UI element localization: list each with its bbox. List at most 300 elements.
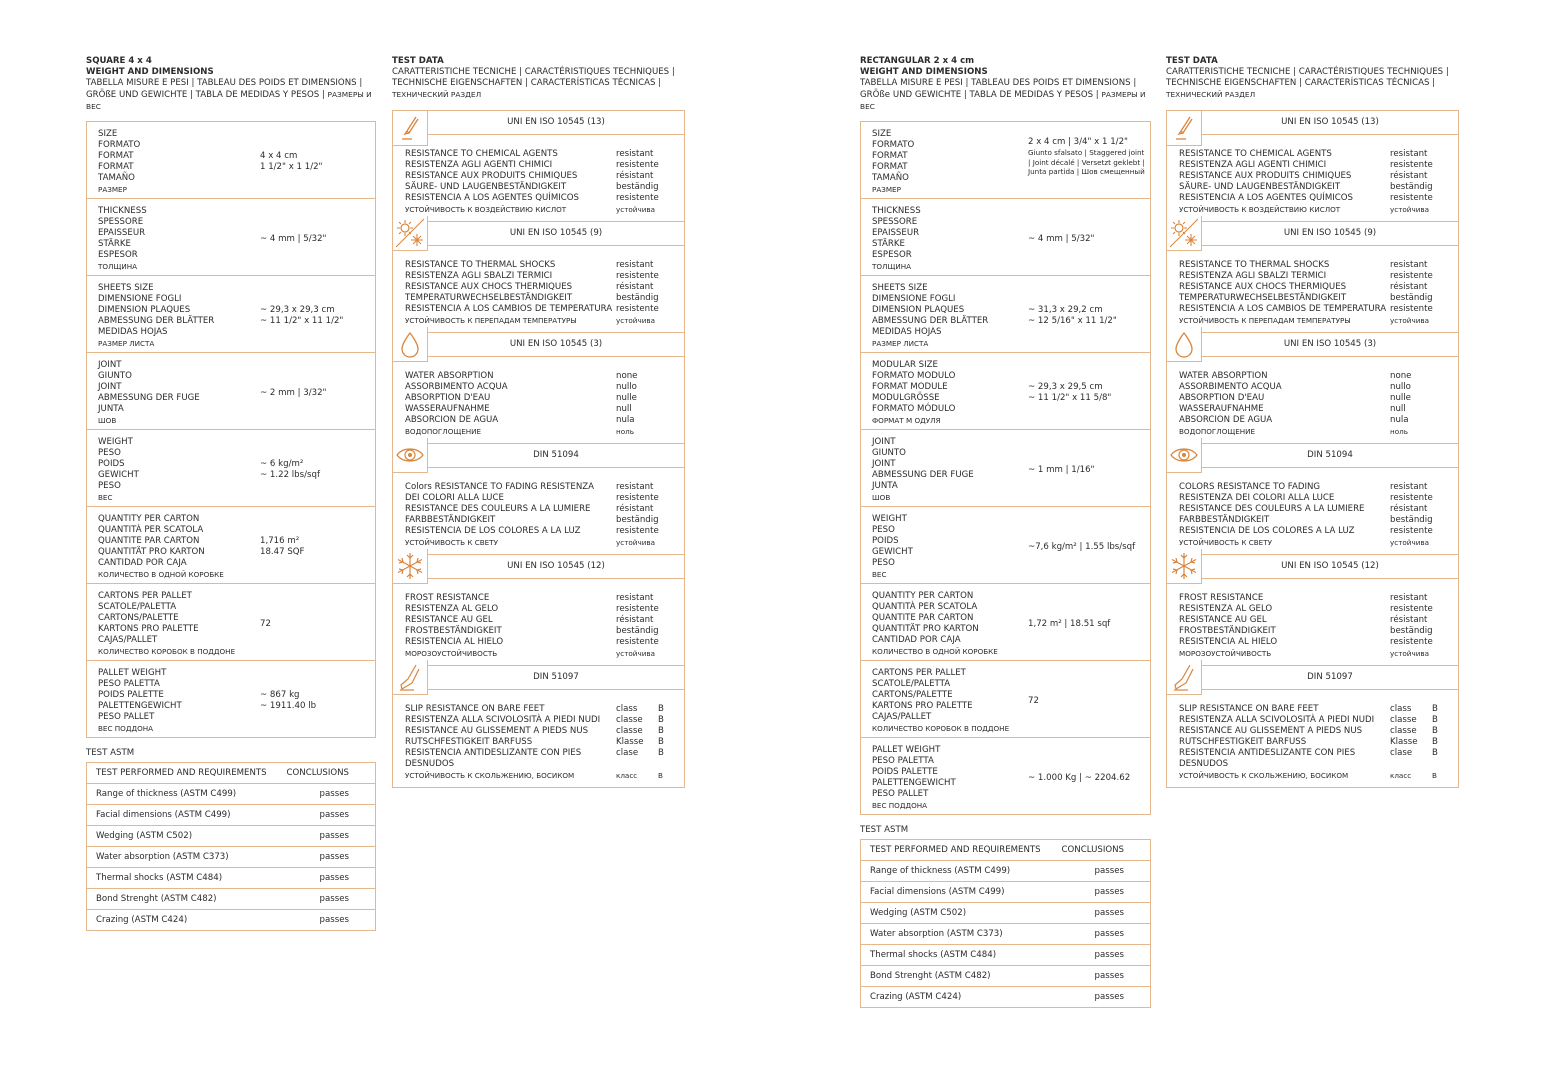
test-value: Klasse (616, 737, 644, 747)
dimension-labels (872, 437, 1028, 503)
test-value: класс (1390, 771, 1412, 780)
test-property: RESISTANCE TO THERMAL SHOCKS (405, 260, 556, 270)
test-result-row (405, 160, 684, 171)
test-result-row (1179, 626, 1458, 637)
test-value: nulle (1390, 393, 1411, 403)
test-property: RESISTENZA AGLI SBALZI TERMICI (405, 271, 553, 281)
test-property: УСТОЙЧИВОСТЬ К СКОЛЬЖЕНИЮ, БОСИКОМ (1179, 771, 1349, 780)
test-results (393, 135, 684, 221)
test-grade: B (1432, 748, 1438, 758)
test-result-row (1179, 182, 1458, 193)
dimension-label: QUANTITÀ PER SCATOLA (98, 525, 204, 535)
test-section (1167, 443, 1458, 554)
test-grade: B (1432, 737, 1438, 747)
dimension-label: POIDS PALETTE (98, 690, 164, 700)
thermal-shock-icon (1167, 216, 1202, 251)
test-value: none (616, 371, 638, 381)
test-result-row (405, 404, 684, 415)
test-result-row (1179, 615, 1458, 626)
dimension-row (861, 122, 1150, 198)
dimension-values (1028, 283, 1117, 349)
astm-row (87, 783, 375, 804)
dimension-labels (98, 514, 260, 580)
dimension-label: КОЛИЧЕСТВО КОРОБОК В ПОДДОНЕ (872, 724, 1010, 733)
test-value: ноль (1390, 427, 1408, 436)
test-value: resistant (1390, 149, 1428, 159)
foot-icon (1167, 660, 1202, 695)
test-result-row (1179, 171, 1458, 182)
dimension-label: JUNTA (872, 481, 898, 491)
test-data-table-right (1166, 110, 1459, 788)
dimension-row (861, 660, 1150, 737)
test-property: RESISTENCIA A LOS CAMBIOS DE TEMPERATURA (1179, 304, 1387, 314)
dimension-values (260, 514, 305, 580)
test-value: résistant (616, 171, 654, 181)
test-result-row (1179, 704, 1458, 715)
dimension-labels (872, 360, 1028, 426)
test-value: устойчива (616, 649, 656, 658)
test-property: RESISTENCIA AL HIELO (1179, 637, 1278, 647)
test-results (1167, 690, 1458, 787)
test-result-row (405, 504, 684, 515)
dimension-label: DIMENSIONE FOGLI (98, 294, 182, 304)
test-section (1167, 332, 1458, 443)
astm-row (861, 965, 1150, 986)
dimension-label: JOINT (872, 459, 896, 469)
astm-header-row (87, 763, 375, 783)
test-value: beständig (616, 182, 659, 192)
test-property: ABSORPTION D'EAU (405, 393, 491, 403)
square-header-line2: GRÖßE UND GEWICHTE | TABLA DE MEDIDAS Y PESOS | РАЗМЕРЫ И ВЕС (86, 90, 372, 111)
test-standard: UNI EN ISO 10545 (9) (509, 228, 603, 238)
dimension-label: MEDIDAS HOJAS (872, 327, 942, 337)
test-section (393, 665, 684, 787)
test-value: resistant (1390, 482, 1428, 492)
test-value: устойчива (1390, 316, 1430, 325)
test-property: RESISTANCE TO CHEMICAL AGENTS (1179, 149, 1332, 159)
test-value: resistant (616, 482, 654, 492)
dimension-label: DIMENSION PLAQUES (98, 305, 191, 315)
astm-test: Thermal shocks (ASTM C484) (870, 950, 997, 960)
dimension-label: CANTIDAD POR CAJA (98, 558, 187, 568)
test-value: beständig (1390, 626, 1433, 636)
test-results (1167, 357, 1458, 443)
test-results (1167, 135, 1458, 221)
dimension-labels (98, 129, 260, 195)
test-value: resistente (1390, 637, 1433, 647)
dimension-label: SIZE (98, 129, 118, 139)
test-section (1167, 665, 1458, 787)
dimension-values (260, 437, 320, 503)
test-data-line1: CARATTERISTICHE TECNICHE | CARACTÉRISTIQUES TECHNIQUES | (1166, 67, 1449, 77)
dimension-label: GIUNTO (872, 448, 906, 458)
astm-result: passes (319, 894, 349, 904)
astm-result: passes (319, 789, 349, 799)
test-result-row (405, 482, 684, 493)
dimension-value: 1,716 m² (260, 536, 300, 546)
dimension-label: QUANTITÄT PRO KARTON (872, 624, 979, 634)
dimension-label: ESPESOR (98, 250, 138, 260)
test-property: FROST RESISTANCE (405, 593, 490, 603)
test-property: RESISTANCE AUX PRODUITS CHIMIQUES (1179, 171, 1352, 181)
dimension-label: PESO (98, 481, 121, 491)
astm-test: Range of thickness (ASTM C499) (870, 866, 1011, 876)
test-value: resistant (616, 593, 654, 603)
test-result-row (405, 515, 684, 526)
astm-test: Water absorption (ASTM C373) (96, 852, 229, 862)
test-property: УСТОЙЧИВОСТЬ К ПЕРЕПАДАМ ТЕМПЕРАТУРЫ (1179, 316, 1351, 325)
test-value: resistente (1390, 193, 1433, 203)
test-result-row (405, 426, 684, 437)
test-section-header (393, 222, 684, 246)
test-property: RESISTANCE TO THERMAL SHOCKS (1179, 260, 1330, 270)
test-result-row (405, 704, 684, 715)
test-property: УСТОЙЧИВОСТЬ К СКОЛЬЖЕНИЮ, БОСИКОМ (405, 771, 575, 780)
dimension-label: TAMAÑO (872, 173, 909, 183)
dimension-note: Giunto sfalsato | Staggered joint (1028, 148, 1145, 157)
dimension-value: ~ 29,3 x 29,3 cm (260, 305, 335, 315)
dimension-value: ~ 1 mm | 1/16" (1028, 464, 1095, 475)
rect-subtitle: WEIGHT AND DIMENSIONS (860, 67, 988, 77)
test-property: RESISTANCE AU GEL (405, 615, 493, 625)
test-value: null (616, 404, 632, 414)
test-result-row (1179, 737, 1458, 748)
dimension-label: GEWICHT (98, 470, 139, 480)
test-standard: UNI EN ISO 10545 (12) (507, 561, 605, 571)
dimension-label: PESO PALETTA (98, 679, 160, 689)
dimension-label: THICKNESS (872, 206, 921, 216)
test-standard: DIN 51094 (1307, 450, 1353, 460)
astm-result: passes (319, 852, 349, 862)
test-standard: UNI EN ISO 10545 (3) (509, 339, 603, 349)
test-property: WASSERAUFNAHME (405, 404, 490, 414)
test-property: RESISTENZA ALLA SCIVOLOSITÀ A PIEDI NUDI (1179, 715, 1375, 725)
astm-row (861, 944, 1150, 965)
test-data-line3: ТЕХНИЧЕСКИЙ РАЗДЕЛ (392, 90, 482, 99)
dimension-label: DIMENSIONE FOGLI (872, 294, 956, 304)
dimension-row (861, 506, 1150, 583)
test-value: resistente (616, 193, 659, 203)
dimension-label: SPESSORE (98, 217, 144, 227)
test-section-header (393, 111, 684, 135)
test-property: TEMPERATURWECHSELBESTÄNDIGKEIT (405, 293, 573, 303)
water-drop-icon (1167, 327, 1202, 362)
dimension-row (861, 583, 1150, 660)
test-section (393, 111, 684, 221)
rect-test-data-column (1166, 56, 1459, 788)
dimension-label: JOINT (98, 382, 122, 392)
dimension-label: FORMATO MODULO (872, 371, 956, 381)
test-value: resistant (616, 260, 654, 270)
test-result-row (1179, 604, 1458, 615)
test-section (393, 221, 684, 332)
eye-icon (1167, 438, 1202, 473)
test-property: УСТОЙЧИВОСТЬ К ВОЗДЕЙСТВИЮ КИСЛОТ (1179, 205, 1341, 214)
test-property: УСТОЙЧИВОСТЬ К ПЕРЕПАДАМ ТЕМПЕРАТУРЫ (405, 316, 577, 325)
test-result-row (405, 260, 684, 271)
test-section (393, 554, 684, 665)
dimension-value: ~ 4 mm | 5/32" (260, 233, 327, 244)
test-result-row (1179, 537, 1458, 548)
astm-row (87, 825, 375, 846)
test-result-row (1179, 404, 1458, 415)
test-value: устойчива (616, 538, 656, 547)
test-property: SÄURE- UND LAUGENBESTÄNDIGKEIT (1179, 182, 1341, 192)
test-grade: B (658, 726, 664, 736)
astm-row (861, 923, 1150, 944)
test-property: RUTSCHFESTIGKEIT BARFUSS (1179, 737, 1307, 747)
astm-result: passes (1094, 866, 1124, 876)
test-property: TEMPERATURWECHSELBESTÄNDIGKEIT (1179, 293, 1347, 303)
test-value: résistant (616, 282, 654, 292)
test-value: nula (616, 415, 635, 425)
astm-test: Water absorption (ASTM C373) (870, 929, 1003, 939)
test-section-header (393, 444, 684, 468)
test-result-row (1179, 648, 1458, 659)
dimension-label: PESO PALETTA (872, 756, 934, 766)
dimension-value: ~ 31,3 x 29,2 cm (1028, 305, 1103, 315)
astm-row (861, 902, 1150, 923)
dimension-label: ВЕС (872, 570, 887, 579)
astm-result: passes (1094, 929, 1124, 939)
test-value: resistente (1390, 604, 1433, 614)
test-result-row (1179, 715, 1458, 726)
test-standard: UNI EN ISO 10545 (13) (507, 117, 605, 127)
astm-test: Facial dimensions (ASTM C499) (96, 810, 231, 820)
dimension-label: QUANTITÄT PRO KARTON (98, 547, 205, 557)
test-value: resistente (1390, 271, 1433, 281)
test-result-row (1179, 160, 1458, 171)
dimension-values (1028, 129, 1145, 195)
test-value: beständig (1390, 182, 1433, 192)
dimension-row (87, 429, 375, 506)
dimension-row (861, 352, 1150, 429)
astm-result: passes (319, 915, 349, 925)
dimension-label: STÄRKE (98, 239, 131, 249)
chemical-icon (1167, 111, 1202, 146)
dimension-label: ВЕС ПОДДОНА (98, 724, 154, 733)
test-result-row (1179, 426, 1458, 437)
test-property: УСТОЙЧИВОСТЬ К СВЕТУ (1179, 538, 1272, 547)
dimension-label: ВЕС (98, 493, 113, 502)
dimension-value: 1,72 m² | 18.51 sqf (1028, 618, 1111, 629)
dimension-label: FORMATO MÓDULO (872, 404, 956, 414)
dimension-values (260, 283, 343, 349)
test-result-row (405, 526, 684, 537)
dimension-label: КОЛИЧЕСТВО В ОДНОЙ КОРОБКЕ (98, 570, 224, 579)
test-property: УСТОЙЧИВОСТЬ К ВОЗДЕЙСТВИЮ КИСЛОТ (405, 205, 567, 214)
astm-header-test: TEST PERFORMED AND REQUIREMENTS (96, 768, 267, 778)
test-property: RESISTANCE AUX CHOCS THERMIQUES (405, 282, 573, 292)
test-result-row (405, 282, 684, 293)
dimension-values (260, 129, 323, 195)
square-header-line1: TABELLA MISURE E PESI | TABLEAU DES POIDS ET DIMENSIONS | (86, 78, 363, 88)
test-result-row (1179, 271, 1458, 282)
test-value: устойчива (616, 316, 656, 325)
test-result-row (1179, 260, 1458, 271)
dimension-label: QUANTITE PAR CARTON (98, 536, 200, 546)
test-value: устойчива (616, 205, 656, 214)
test-result-row (405, 293, 684, 304)
dimension-value: 72 (1028, 695, 1039, 706)
dimension-label: GEWICHT (872, 547, 913, 557)
dimension-value: ~ 6 kg/m² (260, 459, 304, 469)
test-grade: B (658, 737, 664, 747)
test-standard: UNI EN ISO 10545 (12) (1281, 561, 1379, 571)
test-results (1167, 246, 1458, 332)
test-data-line2: TECHNISCHE EIGENSCHAFTEN | CARACTERÍSTICAS TÉCNICAS | (1166, 78, 1436, 88)
test-result-row (405, 737, 684, 748)
test-result-row (405, 715, 684, 726)
test-property: УСТОЙЧИВОСТЬ К СВЕТУ (405, 538, 498, 547)
dimension-label: POIDS (872, 536, 899, 546)
dimension-label: FORMATO (872, 140, 915, 150)
astm-header-test: TEST PERFORMED AND REQUIREMENTS (870, 845, 1041, 855)
test-result-row (405, 648, 684, 659)
rect-dimensions-table (860, 121, 1151, 815)
dimension-labels (98, 360, 260, 426)
dimension-label: POIDS (98, 459, 125, 469)
test-property: МОРОЗОУСТОЙЧИВОСТЬ (1179, 649, 1272, 658)
dimension-label: CARTONS/PALETTE (98, 613, 179, 623)
dimension-label: ABMESSUNG DER FUGE (872, 470, 974, 480)
test-result-row (405, 415, 684, 426)
test-value: none (1390, 371, 1412, 381)
dimension-label: КОЛИЧЕСТВО В ОДНОЙ КОРОБКЕ (872, 647, 998, 656)
test-result-row (405, 204, 684, 215)
test-standard: DIN 51094 (533, 450, 579, 460)
dimension-labels (872, 283, 1028, 349)
dimension-label: ABMESSUNG DER BLÄTTER (872, 316, 989, 326)
test-section (393, 332, 684, 443)
test-result-row (1179, 371, 1458, 382)
test-result-row (405, 637, 684, 648)
dimension-label: SIZE (872, 129, 892, 139)
test-result-row (405, 593, 684, 604)
dimension-values (1028, 514, 1135, 580)
dimension-row (87, 583, 375, 660)
test-property: RESISTANCE AU GEL (1179, 615, 1267, 625)
test-section-header (393, 666, 684, 690)
test-data-line1: CARATTERISTICHE TECNICHE | CARACTÉRISTIQUES TECHNIQUES | (392, 67, 675, 77)
test-value: resistente (616, 160, 659, 170)
astm-test: Wedging (ASTM C502) (96, 831, 193, 841)
test-property: RESISTENCIA ANTIDESLIZANTE CON PIES DESNUDOS (1179, 748, 1356, 769)
dimension-label: FORMAT (98, 162, 134, 172)
dimension-label: JOINT (872, 437, 896, 447)
dimension-value: ~ 12 5/16" x 11 1/2" (1028, 316, 1117, 326)
astm-result: passes (319, 873, 349, 883)
dimension-label: РАЗМЕР (98, 185, 127, 194)
square-title: SQUARE 4 x 4 (86, 56, 152, 66)
test-result-row (405, 149, 684, 160)
dimension-label: ABMESSUNG DER BLÄTTER (98, 316, 215, 326)
test-property: ВОДОПОГЛОЩЕНИЕ (1179, 427, 1256, 436)
test-grade: B (1432, 726, 1438, 736)
test-result-row (1179, 304, 1458, 315)
test-property: RESISTANCE TO CHEMICAL AGENTS (405, 149, 558, 159)
dimension-value: 4 x 4 cm (260, 151, 298, 161)
astm-row (861, 860, 1150, 881)
test-property: SÄURE- UND LAUGENBESTÄNDIGKEIT (405, 182, 567, 192)
test-property: RUTSCHFESTIGKEIT BARFUSS (405, 737, 533, 747)
test-property: МОРОЗОУСТОЙЧИВОСТЬ (405, 649, 498, 658)
test-value: classe (616, 726, 643, 736)
dimension-label: JUNTA (98, 404, 124, 414)
snowflake-icon (393, 549, 428, 584)
dimension-value: 2 x 4 cm | 3/4" x 1 1/2" (1028, 137, 1128, 147)
test-property: RESISTENZA AGLI AGENTI CHIMICI (1179, 160, 1327, 170)
test-property: RESISTANCE AUX PRODUITS CHIMIQUES (405, 171, 578, 181)
test-result-row (405, 537, 684, 548)
astm-result: passes (319, 831, 349, 841)
dimension-row (861, 737, 1150, 814)
dimension-values (260, 360, 326, 426)
dimension-values (1028, 745, 1130, 811)
dimension-values (1028, 437, 1094, 503)
test-property: ABSORPTION D'EAU (1179, 393, 1265, 403)
test-result-row (405, 315, 684, 326)
test-result-row (1179, 393, 1458, 404)
test-results (1167, 579, 1458, 665)
test-property: FARBBESTÄNDIGKEIT (1179, 515, 1270, 525)
test-grade: B (658, 748, 664, 758)
test-section-header (1167, 444, 1458, 468)
dimension-label: РАЗМЕР ЛИСТА (872, 339, 929, 348)
test-standard: UNI EN ISO 10545 (13) (1281, 117, 1379, 127)
test-result-row (1179, 493, 1458, 504)
test-value: resistente (616, 304, 659, 314)
chemical-icon (393, 111, 428, 146)
test-value: résistant (1390, 504, 1428, 514)
astm-test: Bond Strenght (ASTM C482) (96, 894, 217, 904)
test-result-row (1179, 515, 1458, 526)
test-property: RESISTENZA AL GELO (405, 604, 499, 614)
test-result-row (405, 393, 684, 404)
dimension-value: ~ 2 mm | 3/32" (260, 387, 327, 398)
dimension-values (1028, 360, 1111, 426)
rect-astm-title: TEST ASTM (860, 825, 909, 835)
test-result-row (1179, 482, 1458, 493)
test-property: RESISTENCIA A LOS AGENTES QUÍMICOS (405, 193, 580, 203)
square-astm-table (86, 762, 376, 931)
test-value: résistant (1390, 171, 1428, 181)
dimension-value: ~ 867 kg (260, 690, 300, 700)
dimension-label: PESO PALLET (872, 789, 929, 799)
test-result-row (1179, 382, 1458, 393)
dimension-label: ТОЛЩИНА (872, 262, 912, 271)
astm-test: Bond Strenght (ASTM C482) (870, 971, 991, 981)
dimension-label: SHEETS SIZE (98, 283, 154, 293)
snowflake-icon (1167, 549, 1202, 584)
dimension-row (87, 660, 375, 737)
test-property: RESISTENCIA ANTIDESLIZANTE CON PIES DESNUDOS (405, 748, 582, 769)
dimension-labels (872, 591, 1028, 657)
test-value: résistant (1390, 282, 1428, 292)
astm-header-result: CONCLUSIONS (1061, 845, 1124, 855)
dimension-label: MODULAR SIZE (872, 360, 938, 370)
test-results (393, 246, 684, 332)
dimension-label: FORMAT MODULE (872, 382, 948, 392)
astm-result: passes (1094, 908, 1124, 918)
test-value: class (616, 704, 638, 714)
eye-icon (393, 438, 428, 473)
test-value: beständig (616, 626, 659, 636)
dimension-value: 72 (260, 618, 271, 629)
dimension-note: Junta partida | Шов смещенный (1028, 167, 1145, 177)
dimension-label: CANTIDAD POR CAJA (872, 635, 961, 645)
test-value: résistant (616, 615, 654, 625)
